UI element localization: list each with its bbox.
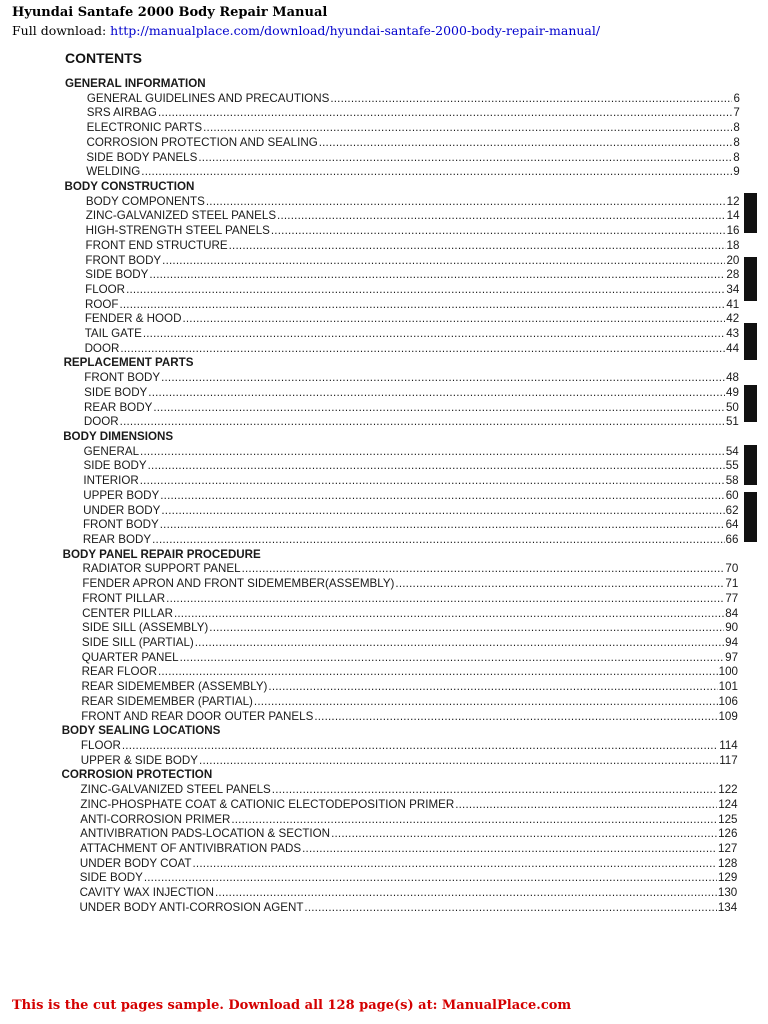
- toc-entry-page: 49: [726, 385, 739, 399]
- toc-entry-title: HIGH-STRENGTH STEEL PANELS: [85, 224, 270, 238]
- toc-entry-page: 127: [718, 841, 738, 855]
- toc-entry: [81, 679, 737, 694]
- dot-leader: [193, 856, 717, 871]
- toc-entry-page: 18: [726, 238, 740, 252]
- dot-leader: [144, 870, 717, 885]
- toc-entry-page: 48: [726, 371, 739, 385]
- toc-entry: [80, 870, 738, 885]
- toc-entry-page: 122: [718, 783, 738, 797]
- toc-entry-page: 7: [733, 106, 740, 120]
- toc-entry-page: 8: [733, 121, 740, 135]
- dot-leader: [148, 458, 725, 473]
- section-heading: BODY DIMENSIONS: [63, 430, 174, 444]
- toc-entry: [82, 606, 738, 621]
- dot-leader: [119, 297, 725, 312]
- toc-entry: [80, 885, 738, 900]
- dot-leader: [158, 105, 732, 120]
- thumb-tab: [744, 323, 757, 360]
- dot-leader: [199, 753, 718, 768]
- toc-entry: [82, 664, 738, 679]
- toc-entry-title: ANTIVIBRATION PADS-LOCATION & SECTION: [80, 827, 331, 841]
- toc-entry-page: 109: [718, 709, 738, 723]
- toc-entry-title: SIDE BODY: [84, 385, 148, 399]
- toc-entry: [83, 561, 739, 576]
- toc-entry: [86, 194, 740, 209]
- toc-entry-title: FRONT BODY: [85, 253, 162, 267]
- toc-entry-title: CORROSION PROTECTION AND SEALING: [86, 135, 318, 149]
- dot-leader: [272, 782, 717, 797]
- toc-entry: [86, 238, 740, 253]
- download-label: Full download:: [12, 23, 107, 38]
- dot-leader: [141, 164, 732, 179]
- document-title: Hyundai Santafe 2000 Body Repair Manual: [12, 5, 328, 20]
- thumb-tab: [744, 385, 757, 422]
- toc-entry: [86, 223, 740, 238]
- toc-entry-title: UNDER BODY ANTI-CORROSION AGENT: [79, 900, 304, 914]
- dot-leader: [153, 400, 725, 415]
- dot-leader: [162, 253, 725, 268]
- toc-entry: [83, 473, 738, 488]
- toc-entry-title: FENDER APRON AND FRONT SIDEMEMBER(ASSEMBLY): [82, 577, 395, 591]
- toc-entry-title: CAVITY WAX INJECTION: [79, 886, 214, 900]
- toc-entry-title: DOOR: [84, 341, 120, 355]
- toc-entry-title: GENERAL GUIDELINES AND PRECAUTIONS: [86, 91, 330, 105]
- section-heading: GENERAL INFORMATION: [65, 77, 206, 90]
- toc-entry-page: 114: [719, 738, 738, 752]
- toc-entry: [82, 620, 738, 635]
- toc-entry: [80, 812, 737, 827]
- dot-leader: [174, 606, 724, 621]
- toc-entry-page: 43: [726, 327, 740, 341]
- toc-entry-title: GENERAL: [83, 444, 140, 458]
- toc-entry: [84, 400, 739, 415]
- dot-leader: [195, 635, 724, 650]
- dot-leader: [330, 91, 732, 106]
- dot-leader: [158, 664, 718, 679]
- thumb-tab: [744, 193, 757, 233]
- dot-leader: [160, 517, 725, 532]
- toc-entry: [81, 694, 738, 709]
- toc-entry-title: FRONT BODY: [82, 518, 159, 532]
- toc-entry-page: 20: [726, 253, 740, 267]
- toc-entry-page: 117: [719, 753, 738, 767]
- toc-entry: [82, 635, 738, 650]
- toc-entry-page: 97: [725, 650, 739, 664]
- toc-entry-page: 134: [717, 900, 738, 914]
- dot-leader: [161, 503, 724, 518]
- toc-entry-page: 84: [725, 606, 739, 620]
- dot-leader: [120, 341, 725, 356]
- dot-leader: [180, 650, 725, 665]
- toc-entry-page: 94: [725, 635, 739, 649]
- dot-leader: [277, 208, 726, 223]
- dot-leader: [319, 135, 733, 150]
- dot-leader: [455, 797, 717, 812]
- dot-leader: [198, 150, 732, 165]
- table-of-contents: [0, 76, 768, 926]
- toc-entry-title: SIDE BODY PANELS: [86, 150, 198, 164]
- toc-entry-title: WELDING: [86, 165, 141, 179]
- toc-entry: [82, 576, 738, 591]
- dot-leader: [160, 488, 724, 503]
- toc-entry-title: FLOOR: [85, 282, 126, 296]
- dot-leader: [215, 885, 717, 900]
- toc-entry: [80, 841, 737, 856]
- dot-leader: [143, 326, 725, 341]
- toc-entry: [86, 208, 740, 223]
- toc-entry-title: RADIATOR SUPPORT PANEL: [82, 562, 241, 576]
- toc-entry: [85, 282, 739, 297]
- toc-entry: [83, 517, 739, 532]
- toc-entry-title: FRONT PILLAR: [82, 591, 166, 605]
- toc-entry: [81, 782, 738, 797]
- dot-leader: [203, 120, 732, 135]
- toc-entry: [85, 326, 739, 341]
- toc-entry: [83, 503, 738, 518]
- toc-entry: [86, 150, 739, 165]
- section-heading: BODY CONSTRUCTION: [64, 179, 195, 193]
- toc-entry-title: INTERIOR: [83, 474, 139, 488]
- toc-entry: [85, 297, 739, 312]
- toc-entry: [83, 532, 739, 547]
- toc-entry-page: 58: [725, 474, 739, 488]
- toc-entry-title: UPPER BODY: [83, 488, 160, 502]
- toc-entry: [85, 311, 739, 326]
- toc-entry-page: 51: [725, 415, 739, 429]
- toc-entry-page: 125: [718, 812, 738, 826]
- toc-entry: [86, 164, 740, 179]
- toc-entry-page: 44: [726, 341, 740, 355]
- download-link[interactable]: http://manualplace.com/download/hyundai-santafe-2000-body-repair-manual/: [110, 23, 601, 38]
- toc-entry-title: ELECTRONIC PARTS: [86, 121, 203, 135]
- toc-entry-title: REAR SIDEMEMBER (PARTIAL): [81, 694, 253, 708]
- contents-heading: CONTENTS: [65, 50, 142, 66]
- toc-entry-title: CENTER PILLAR: [82, 606, 173, 620]
- toc-entry: [79, 900, 737, 915]
- toc-entry-page: 6: [733, 91, 740, 105]
- toc-entry-title: ZINC-GALVANIZED STEEL PANELS: [80, 783, 271, 797]
- toc-entry-page: 129: [717, 871, 738, 885]
- dot-leader: [152, 532, 724, 547]
- toc-entry-page: 9: [733, 165, 740, 179]
- toc-entry: [87, 120, 740, 135]
- dot-leader: [231, 812, 717, 827]
- toc-entry-title: ROOF: [84, 297, 119, 311]
- toc-entry-page: 8: [733, 150, 740, 164]
- dot-leader: [302, 841, 717, 856]
- dot-leader: [166, 591, 724, 606]
- toc-entry: [83, 488, 738, 503]
- toc-entry-page: 64: [725, 518, 739, 532]
- dot-leader: [271, 223, 726, 238]
- toc-entry: [85, 253, 739, 268]
- toc-entry-page: 12: [726, 194, 740, 208]
- toc-entry-page: 90: [725, 621, 739, 635]
- toc-entry-title: SIDE SILL (PARTIAL): [81, 635, 194, 649]
- thumb-tab: [744, 445, 757, 485]
- toc-entry-title: ANTI-CORROSION PRIMER: [80, 812, 231, 826]
- toc-entry: [81, 738, 738, 753]
- toc-entry-page: 62: [725, 503, 739, 517]
- dot-leader: [182, 311, 725, 326]
- toc-entry-title: FRONT AND REAR DOOR OUTER PANELS: [81, 709, 314, 723]
- dot-leader: [148, 385, 725, 400]
- toc-entry-title: SIDE SILL (ASSEMBLY): [82, 621, 209, 635]
- toc-entry-page: 55: [725, 459, 739, 473]
- toc-entry: [84, 370, 739, 385]
- toc-entry: [80, 856, 738, 871]
- download-line: [12, 23, 600, 38]
- toc-entry: [82, 591, 738, 606]
- dot-leader: [268, 679, 717, 694]
- footer-notice: This is the cut pages sample. Download all 128 page(s) at: ManualPlace.com: [12, 998, 572, 1013]
- toc-entry: [80, 797, 737, 812]
- toc-entry-page: 66: [725, 533, 739, 546]
- toc-entry-page: 60: [725, 488, 739, 502]
- toc-entry-title: REAR FLOOR: [81, 665, 157, 679]
- dot-leader: [209, 620, 724, 635]
- toc-entry: [85, 341, 740, 356]
- dot-leader: [314, 709, 717, 724]
- dot-leader: [161, 370, 725, 385]
- toc-entry-page: 28: [726, 268, 740, 282]
- toc-entry-page: 8: [733, 135, 740, 149]
- dot-leader: [229, 238, 726, 253]
- toc-entry-title: ATTACHMENT OF ANTIVIBRATION PADS: [79, 841, 302, 855]
- toc-entry: [83, 458, 738, 473]
- section-heading: CORROSION PROTECTION: [61, 768, 213, 782]
- dot-leader: [331, 826, 717, 841]
- toc-entry-page: 106: [718, 694, 738, 708]
- dot-leader: [395, 576, 724, 591]
- toc-entry-page: 16: [726, 224, 740, 238]
- toc-entry: [86, 135, 739, 150]
- toc-entry: [87, 91, 740, 106]
- toc-entry-title: DOOR: [83, 415, 119, 429]
- thumb-tab: [744, 492, 757, 542]
- section-heading: BODY SEALING LOCATIONS: [61, 724, 221, 738]
- dot-leader: [140, 444, 725, 459]
- toc-entry-page: 70: [725, 562, 739, 576]
- toc-entry-title: SIDE BODY: [79, 871, 143, 885]
- toc-entry: [84, 414, 739, 429]
- toc-entry-title: UNDER BODY COAT: [79, 856, 192, 870]
- toc-entry-title: SRS AIRBAG: [86, 106, 157, 120]
- toc-entry: [84, 385, 739, 400]
- toc-entry-page: 54: [725, 444, 739, 458]
- dot-leader: [120, 414, 725, 429]
- toc-entry-title: FENDER & HOOD: [84, 312, 182, 326]
- toc-entry: [80, 826, 737, 841]
- toc-entry-page: 50: [725, 400, 739, 414]
- toc-entry-page: 71: [725, 577, 739, 591]
- toc-entry-title: TAIL GATE: [84, 327, 142, 341]
- toc-entry-page: 77: [725, 591, 739, 605]
- toc-entry-page: 14: [726, 209, 740, 223]
- toc-entry: [85, 267, 739, 282]
- toc-entry: [81, 753, 738, 768]
- toc-entry-page: 128: [718, 856, 738, 870]
- toc-entry: [87, 105, 740, 120]
- toc-entry-page: 130: [717, 886, 738, 900]
- dot-leader: [206, 194, 726, 209]
- toc-entry-title: SIDE BODY: [85, 268, 149, 282]
- toc-entry-title: FLOOR: [80, 738, 121, 752]
- toc-entry-title: FRONT END STRUCTURE: [85, 238, 228, 252]
- toc-entry-title: BODY COMPONENTS: [85, 194, 205, 208]
- dot-leader: [254, 694, 718, 709]
- dot-leader: [242, 561, 725, 576]
- toc-entry-title: UNDER BODY: [83, 503, 161, 517]
- toc-entry-title: REAR BODY: [82, 533, 152, 546]
- toc-entry-title: SIDE BODY: [83, 459, 147, 473]
- toc-entry-title: QUARTER PANEL: [81, 650, 179, 664]
- dot-leader: [126, 282, 725, 297]
- dot-leader: [304, 900, 716, 915]
- toc-entry-page: 126: [718, 827, 738, 841]
- toc-entry-title: ZINC-GALVANIZED STEEL PANELS: [85, 209, 277, 223]
- toc-entry-title: FRONT BODY: [84, 371, 161, 385]
- toc-entry-title: REAR BODY: [84, 400, 153, 414]
- toc-entry-title: ZINC-PHOSPHATE COAT & CATIONIC ELECTODEPOSITION PRIMER: [80, 797, 455, 811]
- toc-entry-page: 124: [718, 797, 738, 811]
- toc-entry-page: 41: [726, 297, 740, 311]
- toc-entry-page: 42: [726, 312, 740, 326]
- toc-entry-title: UPPER & SIDE BODY: [80, 753, 199, 767]
- toc-entry-page: 100: [718, 665, 738, 679]
- section-heading: BODY PANEL REPAIR PROCEDURE: [62, 547, 261, 561]
- toc-entry: [84, 444, 739, 459]
- toc-entry-title: REAR SIDEMEMBER (ASSEMBLY): [81, 680, 268, 694]
- thumb-tab: [744, 257, 757, 301]
- toc-entry: [81, 709, 738, 724]
- toc-entry: [82, 650, 738, 665]
- dot-leader: [140, 473, 725, 488]
- toc-entry-page: 101: [718, 680, 738, 694]
- toc-entry-page: 34: [726, 282, 740, 296]
- dot-leader: [122, 738, 718, 753]
- section-heading: REPLACEMENT PARTS: [63, 356, 194, 370]
- dot-leader: [149, 267, 725, 282]
